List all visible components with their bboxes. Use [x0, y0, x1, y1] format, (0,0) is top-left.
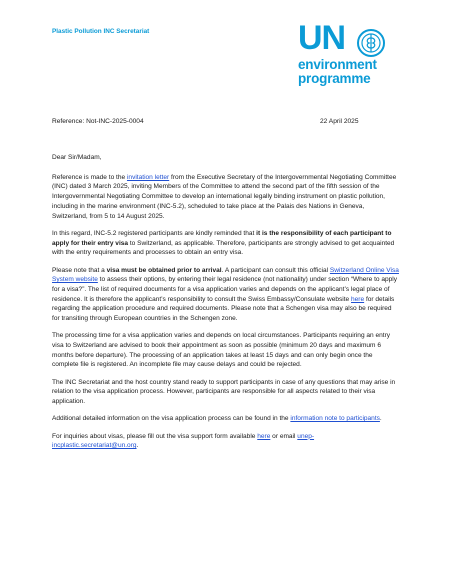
paragraph-processing-time: The processing time for a visa application varies and depends on local circumstances. Participants requiring an entry visa to Switzerland are advised to book their appointment as soon as possible (minimum 20 days and maximum 6 months before departure). The processing of an application takes at least 15 days and can only begin once the complete file is registered. An incomplete file may cause delays and could be rejected.	[52, 332, 391, 369]
text: . A participant can consult this official	[221, 266, 330, 274]
info-note-link[interactable]: information note to participants	[290, 415, 380, 423]
text: for details regarding the application procedure and required documents. Please note that a Schengen visa may also be required for transiting through European countries in the Schengen zone.	[52, 295, 395, 323]
letter-body	[52, 153, 400, 459]
unep-globe-icon	[356, 28, 386, 58]
text: from the Executive Secretary of the Intergovernmental Negotiating Committee (INC) dated 3 March 2025, inviting Members of the Committee to attend the second part of the fifth session of the Intergovernmental Negotiating Committee to develop an international legally binding instrument on plastic pollution, including in the marine environment (INC-5.2), scheduled to take place at the Palais des Nations in Geneva, Switzerland, from 5 to 14 August 2025.	[52, 173, 397, 220]
visa-form-here-link[interactable]: here	[257, 432, 271, 440]
text: For inquiries about visas, please fill out the visa support form available	[52, 432, 258, 440]
letter-date: 22 April 2025	[320, 118, 359, 125]
logo-environment-text: environment	[298, 57, 377, 72]
text: to assess their options, by entering their legal residence (not nationality) under section “Where to apply for a visa?”. The list of required documents for a visa application varies and depends on the applicant’s legal place of residence. It is therefore the applicant’s responsibility to consult the Swiss Embassy/Consulate website	[52, 276, 397, 303]
reference-number: Reference: Not-INC-2025-0004	[52, 118, 144, 125]
logo-programme-text: programme	[298, 71, 371, 86]
text: .	[379, 415, 382, 423]
embassy-here-link[interactable]: here	[351, 295, 365, 303]
paragraph-visa-prior	[52, 266, 400, 324]
invitation-letter-link[interactable]: invitation letter	[126, 173, 170, 181]
secretariat-email-link[interactable]: unep-incplastic.secretariat@un.org	[52, 432, 315, 450]
paragraph-info-note	[52, 414, 400, 424]
logo-un-text: UN	[298, 19, 346, 57]
paragraph-support: The INC Secretariat and the host country stand ready to support participants in case of any questions that may arise in relation to the visa application process. However, participants are responsible for all aspects related to their visa application.	[52, 378, 396, 406]
salutation: Dear Sir/Madam,	[52, 154, 102, 161]
swiss-visa-system-link[interactable]: Switzerland Online Visa System website	[52, 266, 399, 284]
paragraph-inquiries	[52, 432, 400, 451]
paragraph-responsibility	[52, 229, 400, 258]
bold-text: it is the responsibility of each participant to apply for their entry visa	[52, 229, 392, 247]
text: In this regard, INC-5.2 registered participants are kindly reminded that	[52, 229, 257, 237]
text: Please note that a	[52, 266, 107, 274]
paragraph-invitation	[52, 173, 400, 222]
bold-text: visa must be obtained prior to arrival	[106, 266, 222, 274]
org-label: Plastic Pollution INC Secretariat	[52, 28, 150, 35]
text: Reference is made to the	[52, 173, 127, 181]
text: to Switzerland, as applicable. Therefore, participants are strongly advised to get acquainted with the entry requirements and processes to obtain an entry visa.	[52, 239, 395, 257]
text: or email	[270, 432, 298, 440]
text: Additional detailed information on the visa application process can be found in the	[52, 415, 291, 423]
unep-logo	[296, 19, 396, 94]
text: .	[136, 442, 139, 450]
